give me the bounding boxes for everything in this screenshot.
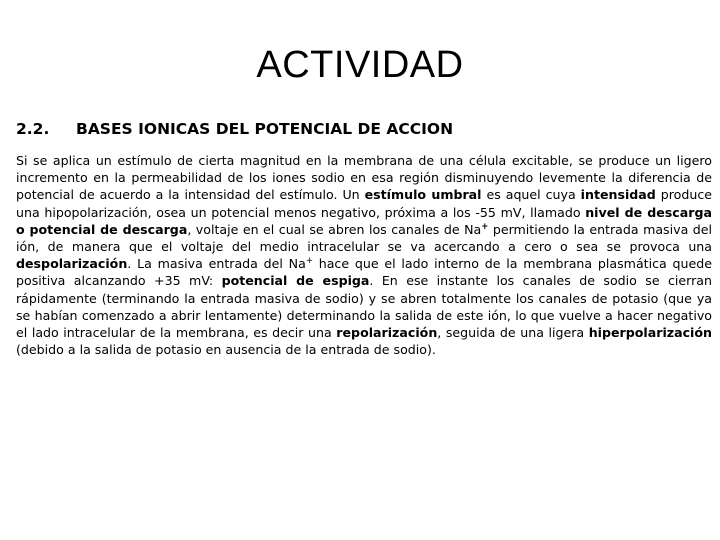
text-run: , voltaje en el cual se abren los canales de Na — [187, 221, 482, 237]
bold-term: nivel de descarga o potencial de descarga — [16, 204, 712, 237]
text-run: . En ese instante los canales de sodio se cierran rápidamente (terminando la entrada masiva de sodio) y se abren totalmente los canales de potasio (que ya se habían comenzado a abrir lentamente) determinando la salida de este ión, lo que vuelve a hacer negativo el lado intracelular de la membrana, es decir una — [16, 273, 713, 341]
text-run: , seguida de una ligera — [437, 325, 589, 341]
superscript: + — [305, 256, 313, 267]
text-run: produce una hipopolarización, osea un potencial menos negativo, próxima a los -55 mV, llamado — [16, 187, 713, 220]
slide-title: ACTIVIDAD — [256, 44, 464, 86]
text-run: Si se aplica un estímulo de cierta magnitud en la membrana de una célula excitable, se produce un ligero incremento en la permeabilidad de los iones sodio en esa región disminuyendo levemente la diferencia de potencial de acuerdo a la intensidad del estímulo. Un — [16, 153, 712, 203]
text-run: . La masiva entrada del Na — [127, 256, 306, 272]
body-paragraph — [16, 152, 712, 358]
bold-term: intensidad — [580, 187, 656, 203]
text-run: hace que el lado interno de la membrana plasmática quede positiva alcanzando +35 mV: — [16, 256, 712, 289]
text-run: es aquel cuya — [481, 187, 581, 203]
text-run: (debido a la salida de potasio en ausencia de la entrada de sodio). — [16, 342, 436, 358]
section-heading — [16, 120, 712, 138]
bold-term: estímulo umbral — [364, 187, 482, 203]
section-heading-text: BASES IONICAS DEL POTENCIAL DE ACCION — [76, 120, 454, 138]
bold-term: potencial de espiga — [221, 273, 370, 289]
bold-term: hiperpolarización — [588, 325, 712, 341]
text-run: permitiendo la entrada masiva del ión, de manera que el voltaje del medio intracelular se va acercando a cero o sea se provoca una — [16, 221, 713, 255]
bold-term: despolarización — [16, 256, 128, 272]
bold-term: repolarización — [336, 325, 438, 341]
bold-term: + — [481, 221, 489, 232]
document-section — [16, 120, 712, 358]
section-number: 2.2. — [16, 120, 50, 138]
